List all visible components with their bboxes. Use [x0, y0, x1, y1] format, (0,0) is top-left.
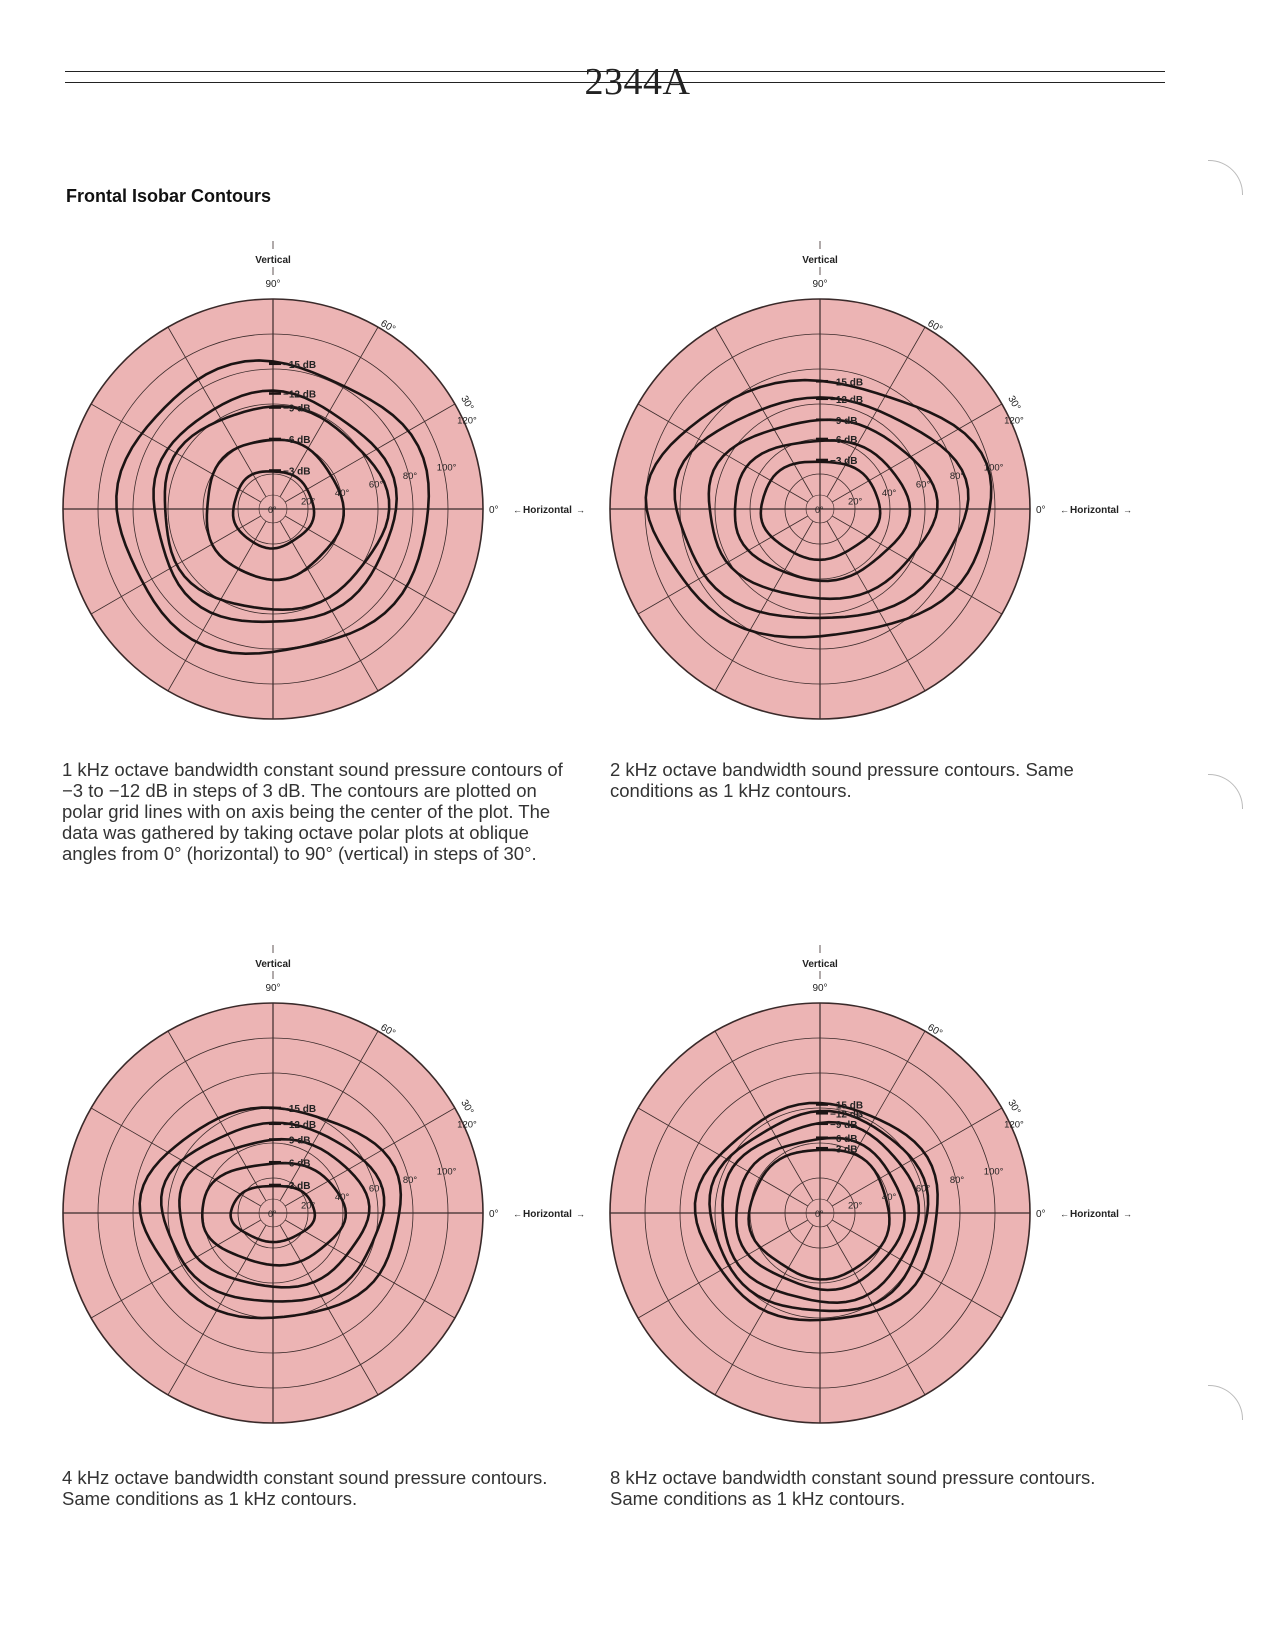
- contour-label: −12 dB: [283, 389, 317, 401]
- ring-label: 60°: [915, 1183, 931, 1195]
- arrow-left-icon: ←: [1060, 505, 1069, 515]
- arrow-left-icon: ←: [513, 1209, 522, 1219]
- angle-label-30: 30°: [458, 1098, 476, 1117]
- center-label: 0°: [815, 1209, 824, 1219]
- vertical-angle-label: 90°: [812, 983, 828, 994]
- angle-label-30: 30°: [1005, 1098, 1023, 1117]
- polar-plot-8-khz: [610, 945, 1132, 1423]
- vertical-axis-label: Vertical: [802, 255, 838, 266]
- ring-label: 100°: [983, 462, 1004, 474]
- ring-label: 40°: [881, 488, 897, 500]
- ring-label: 40°: [881, 1192, 897, 1204]
- center-label: 0°: [268, 1209, 277, 1219]
- contour-label: −3 dB: [830, 1144, 858, 1156]
- contour-label: −9 dB: [283, 1135, 311, 1147]
- horizontal-axis-label: Horizontal: [523, 505, 572, 516]
- caption-1khz: 1 kHz octave bandwidth constant sound pressure contours of −3 to −12 dB in steps of 3 dB. The contours are plotted on polar grid lines with on axis being the center of the plot. The data was gathered by taking octave polar plots at oblique angles from 0° (horizontal) to 90° (vertical) in steps of 30°.: [62, 759, 563, 864]
- contour-label: −15 dB: [830, 1100, 864, 1112]
- caption-4khz: 4 kHz octave bandwidth constant sound pressure contours. Same conditions as 1 kHz contours.: [62, 1467, 548, 1509]
- contour-label: −9 dB: [830, 415, 858, 427]
- caption-2khz: 2 kHz octave bandwidth sound pressure contours. Same conditions as 1 kHz contours.: [610, 759, 1074, 801]
- vertical-angle-label: 90°: [265, 983, 281, 994]
- ring-label: 20°: [300, 496, 316, 508]
- caption-8khz: 8 kHz octave bandwidth constant sound pressure contours. Same conditions as 1 kHz contours.: [610, 1467, 1096, 1509]
- contour-label: −9 dB: [830, 1119, 858, 1131]
- contour-label: −3 dB: [283, 1181, 311, 1192]
- polar-plot-2-khz: [610, 241, 1132, 719]
- ring-label: 120°: [457, 1119, 477, 1131]
- ring-label: 20°: [847, 1200, 863, 1212]
- contour-label: −3 dB: [830, 456, 858, 467]
- vertical-angle-label: 90°: [812, 279, 828, 290]
- contour-label: −6 dB: [830, 435, 858, 446]
- horizontal-angle-label: 0°: [1036, 505, 1046, 516]
- contour-label: −15 dB: [830, 377, 864, 389]
- model-number: 2344A: [584, 61, 691, 103]
- vertical-axis-label: Vertical: [255, 255, 291, 266]
- arrow-left-icon: ←: [1060, 1209, 1069, 1219]
- ring-label: 40°: [334, 1192, 350, 1204]
- ring-label: 100°: [983, 1166, 1004, 1178]
- ring-label: 100°: [436, 1166, 457, 1178]
- ring-label: 60°: [368, 479, 384, 491]
- vertical-axis-label: Vertical: [255, 959, 291, 970]
- horizontal-angle-label: 0°: [1036, 1209, 1046, 1220]
- contour-label: −15 dB: [283, 359, 317, 371]
- ring-label: 120°: [1004, 415, 1024, 427]
- arrow-right-icon: →: [1123, 505, 1132, 515]
- arrow-right-icon: →: [576, 505, 585, 515]
- ring-label: 100°: [436, 462, 457, 474]
- arrow-right-icon: →: [1123, 1209, 1132, 1219]
- angle-label-60: 60°: [378, 1022, 398, 1040]
- contour-label: −6 dB: [283, 435, 311, 446]
- ring-label: 80°: [402, 1175, 418, 1187]
- horizontal-angle-label: 0°: [489, 1209, 499, 1220]
- center-label: 0°: [268, 505, 277, 515]
- ring-label: 80°: [949, 471, 965, 483]
- contour-label: −6 dB: [283, 1158, 311, 1170]
- angle-label-30: 30°: [1005, 394, 1023, 413]
- ring-label: 80°: [402, 471, 418, 483]
- ring-label: 20°: [847, 496, 863, 508]
- ring-label: 20°: [300, 1200, 316, 1212]
- section-title: Frontal Isobar Contours: [66, 186, 272, 206]
- polar-plot-4-khz: [63, 945, 585, 1423]
- contour-label: −6 dB: [830, 1133, 858, 1145]
- contour-label: −12 dB: [283, 1119, 317, 1131]
- ring-label: 120°: [457, 415, 477, 427]
- ring-label: 80°: [949, 1175, 965, 1187]
- horizontal-angle-label: 0°: [489, 505, 499, 516]
- polar-plot-1-khz: [63, 241, 585, 719]
- contour-label: −12 dB: [830, 394, 864, 406]
- center-label: 0°: [815, 505, 824, 515]
- ring-label: 120°: [1004, 1119, 1024, 1131]
- ring-label: 60°: [368, 1183, 384, 1195]
- arrow-left-icon: ←: [513, 505, 522, 515]
- angle-label-60: 60°: [925, 318, 945, 336]
- contour-label: −12 dB: [830, 1109, 864, 1121]
- horizontal-axis-label: Horizontal: [1070, 505, 1119, 516]
- ring-label: 60°: [915, 479, 931, 491]
- vertical-axis-label: Vertical: [802, 959, 838, 970]
- contour-label: −3 dB: [283, 466, 311, 478]
- contour-label: −15 dB: [283, 1104, 317, 1115]
- horizontal-axis-label: Horizontal: [523, 1209, 572, 1220]
- angle-label-60: 60°: [925, 1022, 945, 1040]
- contour-label: −9 dB: [283, 403, 311, 415]
- vertical-angle-label: 90°: [265, 279, 281, 290]
- horizontal-axis-label: Horizontal: [1070, 1209, 1119, 1220]
- angle-label-30: 30°: [458, 394, 476, 413]
- ring-label: 40°: [334, 488, 350, 500]
- angle-label-60: 60°: [378, 318, 398, 336]
- arrow-right-icon: →: [576, 1209, 585, 1219]
